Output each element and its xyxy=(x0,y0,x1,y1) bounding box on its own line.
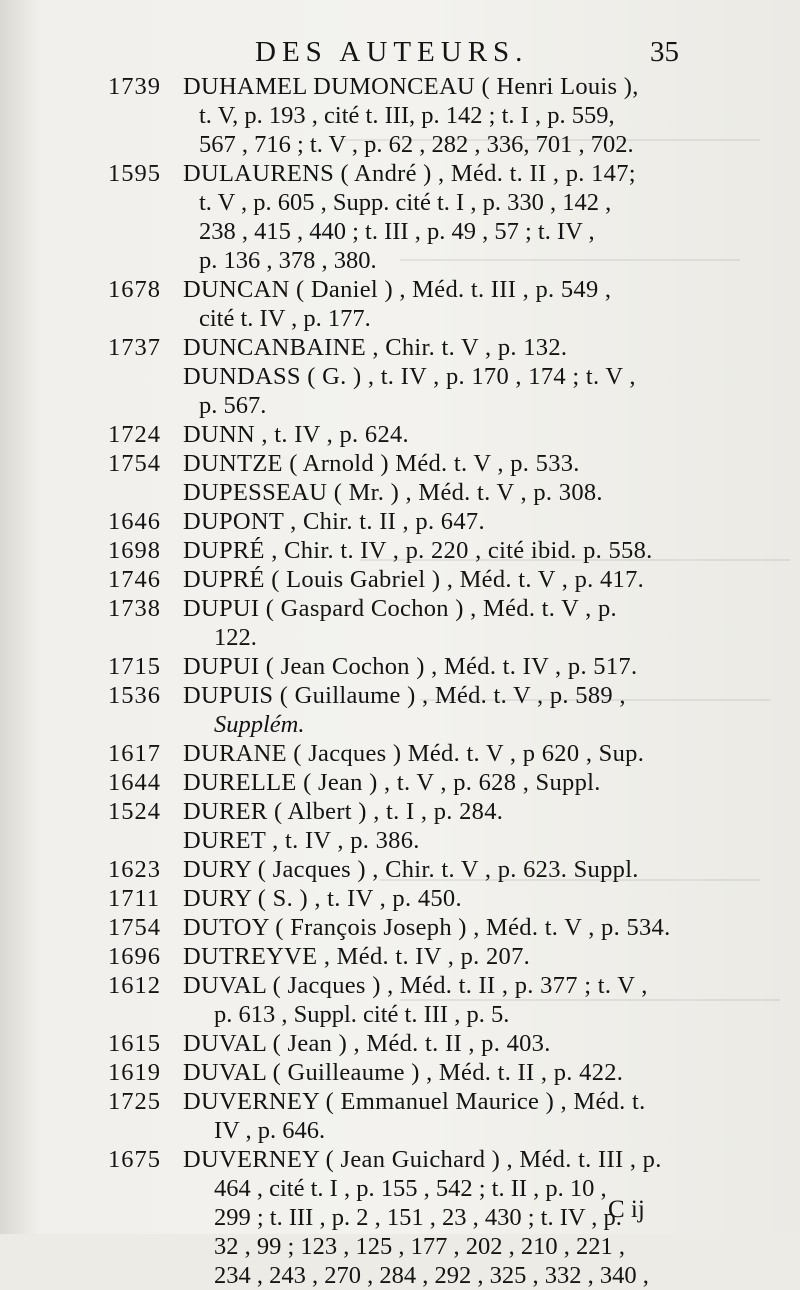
entry-text: DUVAL ( Guilleaume ) , Méd. t. II , p. 422. xyxy=(183,1059,624,1086)
continuation-text: t. V , p. 605 , Supp. cité t. I , p. 330 , 142 , xyxy=(199,189,612,216)
index-entry xyxy=(0,275,800,304)
entry-text: DUTOY ( François Joseph ) , Méd. t. V , p. 534. xyxy=(183,914,671,941)
continuation-text: 299 ; t. III , p. 2 , 151 , 23 , 430 ; t. IV , p. xyxy=(214,1204,622,1231)
entry-year: 1623 xyxy=(108,856,161,883)
continuation-text: p. 136 , 378 , 380. xyxy=(199,247,377,274)
entry-text: DURER ( Albert ) , t. I , p. 284. xyxy=(183,798,504,825)
entry-text: DURY ( Jacques ) , Chir. t. V , p. 623. Suppl. xyxy=(183,856,639,883)
index-entry xyxy=(0,739,800,768)
entry-continuation xyxy=(0,1261,800,1290)
index-entry xyxy=(0,536,800,565)
entry-year: 1536 xyxy=(108,682,161,709)
continuation-text: 567 , 716 ; t. V , p. 62 , 282 , 336, 701 , 702. xyxy=(199,131,634,158)
continuation-text: 32 , 99 ; 123 , 125 , 177 , 202 , 210 , 221 , xyxy=(214,1233,626,1260)
index-entry xyxy=(0,681,800,710)
index-entry xyxy=(0,159,800,188)
continuation-text: cité t. IV , p. 177. xyxy=(199,305,371,332)
entry-text: DUNCANBAINE , Chir. t. V , p. 132. xyxy=(183,334,568,361)
page-number: 35 xyxy=(650,36,679,68)
entry-year: 1619 xyxy=(108,1059,161,1086)
continuation-text: 234 , 243 , 270 , 284 , 292 , 325 , 332 , 340 , xyxy=(214,1262,649,1289)
index-entry xyxy=(0,449,800,478)
entry-continuation xyxy=(0,217,800,246)
index-entry xyxy=(0,362,800,391)
entry-year: 1754 xyxy=(108,450,161,477)
continuation-text: 238 , 415 , 440 ; t. III , p. 49 , 57 ; t. IV , xyxy=(199,218,595,245)
entry-text: DUPUIS ( Guillaume ) , Méd. t. V , p. 589 , xyxy=(183,682,626,709)
index-entry xyxy=(0,1145,800,1174)
index-entry xyxy=(0,1029,800,1058)
entry-text: DUTREYVE , Méd. t. IV , p. 207. xyxy=(183,943,531,970)
entry-text: DUHAMEL DUMONCEAU ( Henri Louis ), xyxy=(183,73,639,100)
entry-year: 1617 xyxy=(108,740,161,767)
entry-text: DULAURENS ( André ) , Méd. t. II , p. 147; xyxy=(183,160,636,187)
entry-year: 1612 xyxy=(108,972,161,999)
index-entry xyxy=(0,826,800,855)
entry-text: DURET , t. IV , p. 386. xyxy=(183,827,420,854)
entry-text: DUNN , t. IV , p. 624. xyxy=(183,421,409,448)
index-entry xyxy=(0,507,800,536)
entry-year: 1737 xyxy=(108,334,161,361)
entry-continuation xyxy=(0,391,800,420)
index-entry xyxy=(0,855,800,884)
entry-text: DUNCAN ( Daniel ) , Méd. t. III , p. 549 , xyxy=(183,276,612,303)
entry-continuation xyxy=(0,130,800,159)
continuation-text: p. 567. xyxy=(199,392,267,419)
continuation-text: 464 , cité t. I , p. 155 , 542 ; t. II , p. 10 , xyxy=(214,1175,607,1202)
author-index-list xyxy=(0,72,800,1290)
index-entry xyxy=(0,1087,800,1116)
entry-continuation xyxy=(0,304,800,333)
entry-year: 1696 xyxy=(108,943,161,970)
index-entry xyxy=(0,72,800,101)
entry-continuation xyxy=(0,1174,800,1203)
entry-text: DUVAL ( Jean ) , Méd. t. II , p. 403. xyxy=(183,1030,551,1057)
entry-continuation xyxy=(0,710,800,739)
index-entry xyxy=(0,942,800,971)
index-entry xyxy=(0,333,800,362)
entry-continuation xyxy=(0,188,800,217)
index-entry xyxy=(0,913,800,942)
index-entry xyxy=(0,565,800,594)
entry-text: DURELLE ( Jean ) , t. V , p. 628 , Suppl. xyxy=(183,769,601,796)
index-entry xyxy=(0,1058,800,1087)
entry-text: DURANE ( Jacques ) Méd. t. V , p 620 , Sup. xyxy=(183,740,645,767)
entry-continuation xyxy=(0,101,800,130)
entry-text: DUVERNEY ( Jean Guichard ) , Méd. t. III , p. xyxy=(183,1146,662,1173)
entry-text: DURY ( S. ) , t. IV , p. 450. xyxy=(183,885,462,912)
entry-text: DUPUI ( Jean Cochon ) , Méd. t. IV , p. 517. xyxy=(183,653,638,680)
entry-continuation xyxy=(0,1232,800,1261)
entry-continuation xyxy=(0,1203,800,1232)
entry-continuation xyxy=(0,623,800,652)
entry-text: DUNTZE ( Arnold ) Méd. t. V , p. 533. xyxy=(183,450,580,477)
entry-year: 1678 xyxy=(108,276,161,303)
entry-year: 1646 xyxy=(108,508,161,535)
entry-text: DUVERNEY ( Emmanuel Maurice ) , Méd. t. xyxy=(183,1088,646,1115)
continuation-text: 122. xyxy=(214,624,257,651)
entry-year: 1746 xyxy=(108,566,161,593)
entry-text: DUPRÉ ( Louis Gabriel ) , Méd. t. V , p. 417. xyxy=(183,566,645,593)
entry-year: 1724 xyxy=(108,421,161,448)
entry-year: 1644 xyxy=(108,769,161,796)
entry-text: DUPRÉ , Chir. t. IV , p. 220 , cité ibid. p. 558. xyxy=(183,537,653,564)
signature-mark: C ij xyxy=(608,1196,645,1223)
entry-year: 1754 xyxy=(108,914,161,941)
continuation-text: IV , p. 646. xyxy=(214,1117,326,1144)
entry-year: 1698 xyxy=(108,537,161,564)
index-entry xyxy=(0,594,800,623)
continuation-text: p. 613 , Suppl. cité t. III , p. 5. xyxy=(214,1001,510,1028)
entry-year: 1739 xyxy=(108,73,161,100)
index-entry xyxy=(0,768,800,797)
index-entry xyxy=(0,797,800,826)
entry-continuation xyxy=(0,1116,800,1145)
entry-year: 1725 xyxy=(108,1088,161,1115)
page-header xyxy=(0,32,800,72)
entry-text: DUPUI ( Gaspard Cochon ) , Méd. t. V , p. xyxy=(183,595,617,622)
entry-year: 1675 xyxy=(108,1146,161,1173)
entry-year: 1524 xyxy=(108,798,161,825)
continuation-text: Supplém. xyxy=(214,711,305,738)
entry-text: DUNDASS ( G. ) , t. IV , p. 170 , 174 ; t. V , xyxy=(183,363,636,390)
entry-text: DUPESSEAU ( Mr. ) , Méd. t. V , p. 308. xyxy=(183,479,603,506)
entry-year: 1738 xyxy=(108,595,161,622)
index-entry xyxy=(0,971,800,1000)
entry-year: 1715 xyxy=(108,653,161,680)
index-entry xyxy=(0,884,800,913)
entry-continuation xyxy=(0,246,800,275)
entry-year: 1595 xyxy=(108,160,161,187)
index-entry xyxy=(0,420,800,449)
continuation-text: t. V, p. 193 , cité t. III, p. 142 ; t. I , p. 559, xyxy=(199,102,615,129)
running-head: DES AUTEURS. xyxy=(255,36,529,68)
entry-year: 1615 xyxy=(108,1030,161,1057)
entry-text: DUPONT , Chir. t. II , p. 647. xyxy=(183,508,485,535)
index-entry xyxy=(0,652,800,681)
entry-text: DUVAL ( Jacques ) , Méd. t. II , p. 377 ; t. V , xyxy=(183,972,648,999)
entry-continuation xyxy=(0,1000,800,1029)
index-entry xyxy=(0,478,800,507)
entry-year: 1711 xyxy=(108,885,161,912)
